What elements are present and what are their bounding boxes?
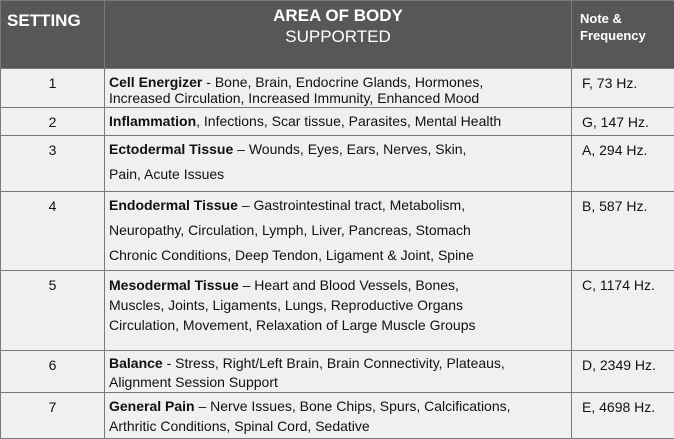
setting-number: 3 xyxy=(1,136,105,192)
table-row xyxy=(1,393,674,439)
table-row xyxy=(1,271,674,351)
setting-number: 2 xyxy=(1,108,105,136)
area-title: Ectodermal Tissue xyxy=(109,141,234,157)
area-cell xyxy=(105,69,572,108)
setting-number: 5 xyxy=(1,271,105,351)
header-area-of-body xyxy=(105,1,572,69)
area-text: – Nerve Issues, Bone Chips, Spurs, Calcifications, xyxy=(194,398,511,414)
area-first-line xyxy=(109,74,567,90)
header-area-line1: AREA OF BODY xyxy=(273,6,403,25)
area-text: - Bone, Brain, Endocrine Glands, Hormones, xyxy=(202,74,484,90)
area-cell xyxy=(105,271,572,351)
area-cell xyxy=(105,351,572,393)
area-title: Balance xyxy=(109,355,163,371)
area-first-line xyxy=(109,275,567,295)
area-first-line xyxy=(109,354,567,373)
area-title: Cell Energizer xyxy=(109,74,203,90)
table-header xyxy=(1,1,674,69)
area-cell xyxy=(105,136,572,192)
area-first-line xyxy=(109,113,567,129)
header-setting: SETTING xyxy=(1,1,105,69)
table-row xyxy=(1,136,674,192)
table-body xyxy=(1,69,674,439)
area-line: Arthritic Conditions, Spinal Cord, Sedative xyxy=(109,418,370,434)
table-row xyxy=(1,351,674,393)
table-row xyxy=(1,108,674,136)
note-frequency: B, 587 Hz. xyxy=(572,192,674,271)
area-line: Neuropathy, Circulation, Lymph, Liver, Pancreas, Stomach xyxy=(109,222,471,238)
area-text: - Stress, Right/Left Brain, Brain Connectivity, Plateaus, xyxy=(162,355,505,371)
area-title: Inflammation xyxy=(109,113,197,129)
header-area-line2: SUPPORTED xyxy=(285,27,391,46)
header-row xyxy=(1,1,674,69)
area-line: Pain, Acute Issues xyxy=(109,166,225,182)
area-first-line xyxy=(109,137,567,162)
area-text: – Heart and Blood Vessels, Bones, xyxy=(238,277,459,293)
note-frequency: C, 1174 Hz. xyxy=(572,271,674,351)
area-line: Alignment Session Support xyxy=(109,374,278,390)
area-line: Muscles, Joints, Ligaments, Lungs, Reproductive Organs xyxy=(109,297,464,313)
table-row xyxy=(1,192,674,271)
header-note-frequency xyxy=(572,1,674,69)
area-line: Increased Circulation, Increased Immunity, Enhanced Mood xyxy=(109,90,480,106)
table-row xyxy=(1,69,674,108)
area-cell xyxy=(105,192,572,271)
header-note-line2: Frequency xyxy=(580,28,646,43)
area-text: – Wounds, Eyes, Ears, Nerves, Skin, xyxy=(233,141,467,157)
area-title: Mesodermal Tissue xyxy=(109,277,239,293)
setting-number: 4 xyxy=(1,192,105,271)
note-frequency: F, 73 Hz. xyxy=(572,69,674,108)
setting-number: 7 xyxy=(1,393,105,439)
area-first-line xyxy=(109,396,567,416)
area-text: , Infections, Scar tissue, Parasites, Mental Health xyxy=(196,113,502,129)
header-note-line1: Note & xyxy=(580,11,622,26)
setting-number: 6 xyxy=(1,351,105,393)
area-cell xyxy=(105,108,572,136)
note-frequency: A, 294 Hz. xyxy=(572,136,674,192)
area-text: – Gastrointestinal tract, Metabolism, xyxy=(237,197,466,213)
setting-number: 1 xyxy=(1,69,105,108)
area-first-line xyxy=(109,193,567,218)
note-frequency: G, 147 Hz. xyxy=(572,108,674,136)
area-line: Circulation, Movement, Relaxation of Large Muscle Groups xyxy=(109,317,476,333)
area-title: Endodermal Tissue xyxy=(109,197,238,213)
area-title: General Pain xyxy=(109,398,195,414)
area-cell xyxy=(105,393,572,439)
area-line: Chronic Conditions, Deep Tendon, Ligament & Joint, Spine xyxy=(109,247,474,263)
note-frequency: D, 2349 Hz. xyxy=(572,351,674,393)
note-frequency: E, 4698 Hz. xyxy=(572,393,674,439)
